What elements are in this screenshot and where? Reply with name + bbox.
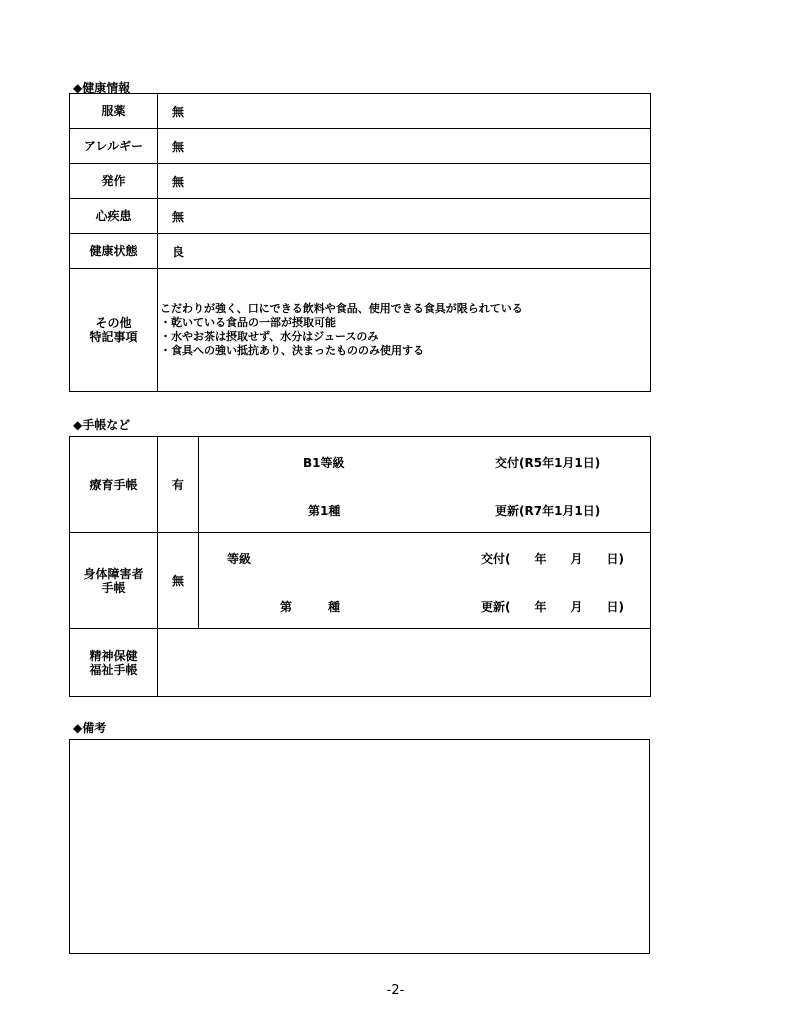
other-notes-value (158, 269, 651, 392)
medication-label: 服薬 (70, 94, 158, 129)
physical-notebook-status: 無 (158, 533, 199, 629)
notebooks-table (69, 436, 651, 697)
note-line: こだわりが強く、口にできる飲料や食品、使用できる食具が限られている (160, 302, 523, 315)
mental-notebook-label-line2: 福祉手帳 (89, 662, 138, 677)
seizure-value: 無 (158, 164, 651, 199)
other-notes-label-line1: その他 (95, 316, 132, 330)
health-status-value: 良 (158, 234, 651, 269)
allergy-label: アレルギー (70, 129, 158, 164)
other-notes-label-line2: 特記事項 (89, 330, 138, 344)
heart-disease-value: 無 (158, 199, 651, 234)
medication-value: 無 (158, 94, 651, 129)
physical-renewed-date: 更新( 年 月 日) (481, 600, 624, 614)
table-row (70, 629, 651, 697)
physical-grade: 等級 (227, 552, 252, 566)
ryoiku-issued-date: 交付(R5年1月1日) (495, 456, 601, 470)
physical-notebook-details (199, 533, 651, 629)
note-line: ・水やお茶は摂取せず、水分はジュースのみ (160, 330, 379, 343)
remarks-box (69, 739, 650, 954)
physical-type-suffix: 種 (328, 600, 341, 614)
note-line: ・食具への強い抵抗あり、決まったもののみ使用する (160, 344, 424, 357)
physical-notebook-label-line1: 身体障害者 (83, 566, 144, 581)
ryoiku-notebook-label: 療育手帳 (70, 437, 158, 533)
table-row (70, 269, 651, 392)
mental-notebook-label-line1: 精神保健 (89, 648, 138, 663)
table-row (70, 164, 651, 199)
mental-notebook-value (158, 629, 651, 697)
allergy-value: 無 (158, 129, 651, 164)
page-number: -2- (386, 983, 405, 998)
table-row (70, 94, 651, 129)
note-line: ・乾いている食品の一部が摂取可能 (160, 316, 336, 329)
physical-notebook-label (70, 533, 158, 629)
physical-type-prefix: 第 (280, 600, 293, 614)
table-row (70, 533, 651, 629)
ryoiku-renewed-date: 更新(R7年1月1日) (495, 504, 601, 518)
ryoiku-grade: B1等級 (303, 456, 345, 470)
table-row (70, 129, 651, 164)
table-row (70, 199, 651, 234)
physical-issued-date: 交付( 年 月 日) (481, 552, 624, 566)
table-row (70, 234, 651, 269)
health-info-heading: ◆健康情報 (73, 81, 131, 95)
health-status-label: 健康状態 (70, 234, 158, 269)
other-notes-label (70, 269, 158, 392)
ryoiku-notebook-details (199, 437, 651, 533)
mental-notebook-label (70, 629, 158, 697)
health-info-table (69, 93, 651, 392)
table-row (70, 437, 651, 533)
remarks-heading: ◆備考 (73, 721, 107, 735)
seizure-label: 発作 (70, 164, 158, 199)
ryoiku-type: 第1種 (308, 504, 341, 518)
heart-disease-label: 心疾患 (70, 199, 158, 234)
notebooks-heading: ◆手帳など (73, 418, 131, 432)
physical-notebook-label-line2: 手帳 (101, 580, 126, 595)
ryoiku-notebook-status: 有 (158, 437, 199, 533)
